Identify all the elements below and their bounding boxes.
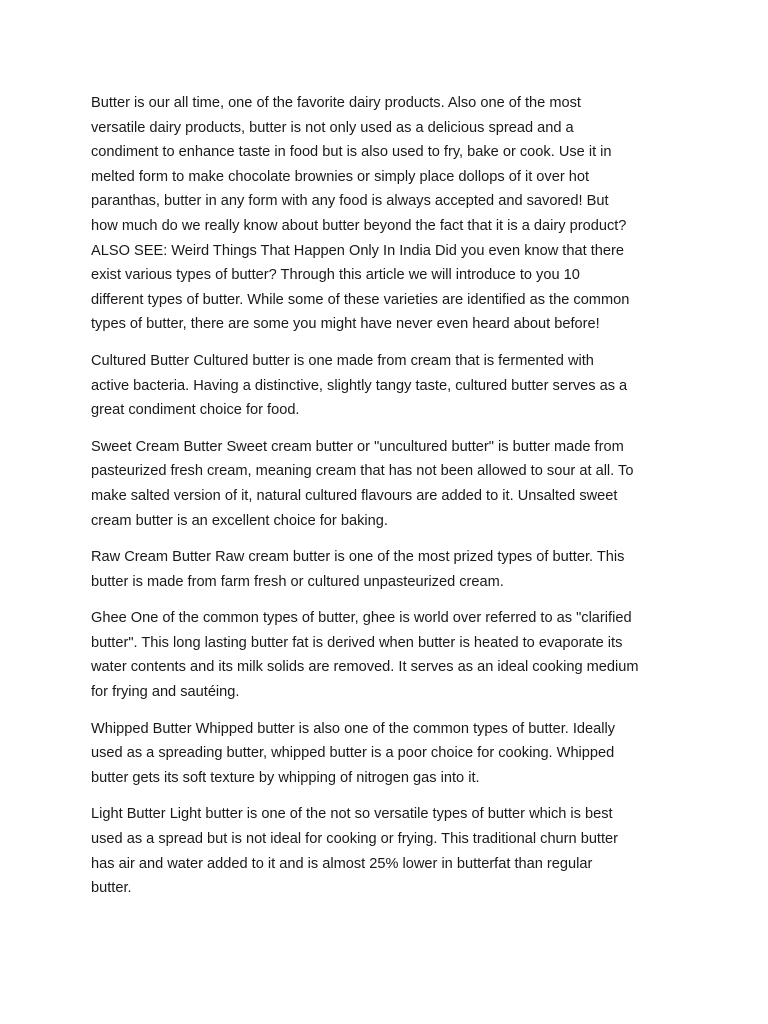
- paragraph-raw-cream-butter: Raw Cream Butter Raw cream butter is one of the most prized types of butter. This butter is made from farm fresh or cultured unpasteurized cream.: [91, 549, 625, 590]
- paragraph-intro: Butter is our all time, one of the favorite dairy products. Also one of the most versatile dairy products, butter is not only used as a delicious spread and a condiment to enhance taste in food but is also used to fry, bake or cook. Use it in melted form to make chocolate brownies or simply place dollops of it over hot paranthas, butter in any form with any food is always accepted and savored! But how much do we really know about butter beyond the fact that it is a dairy product? ALSO SEE: Weird Things That Happen Only In India Did you even know that there exist various types of butter? Through this article we will introduce to you 10 different types of butter. While some of these varieties are identified as the common types of butter, there are some you might have never even heard about before!: [91, 95, 630, 333]
- paragraph-sweet-cream-butter: Sweet Cream Butter Sweet cream butter or "uncultured butter" is butter made from pasteurized fresh cream, meaning cream that has not been allowed to sour at all. To make salted version of it, natural cultured flavours are added to it. Unsalted sweet cream butter is an excellent choice for baking.: [91, 438, 634, 529]
- document-page: [91, 91, 691, 901]
- paragraph-light-butter: Light Butter Light butter is one of the not so versatile types of butter which is best used as a spread but is not ideal for cooking or frying. This traditional churn butter has air and water added to it and is almost 25% lower in butterfat than regular butter.: [91, 806, 619, 897]
- paragraph-ghee: Ghee One of the common types of butter, ghee is world over referred to as "clarified butter". This long lasting butter fat is derived when butter is heated to evaporate its water contents and its milk solids are removed. It serves as an ideal cooking medium for frying and sautéing.: [91, 610, 639, 701]
- paragraph-cultured-butter: Cultured Butter Cultured butter is one made from cream that is fermented with active bacteria. Having a distinctive, slightly tangy taste, cultured butter serves as a great condiment choice for food.: [91, 352, 628, 419]
- paragraph-whipped-butter: Whipped Butter Whipped butter is also one of the common types of butter. Ideally used as a spreading butter, whipped butter is a poor choice for cooking. Whipped butter gets its soft texture by whipping of nitrogen gas into it.: [91, 720, 616, 786]
